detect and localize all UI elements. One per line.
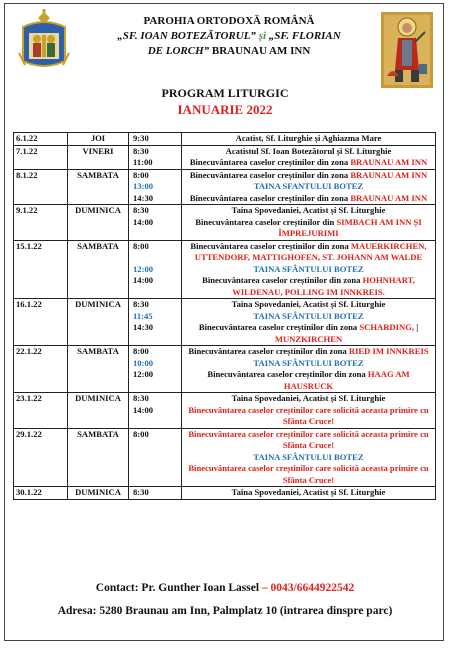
row-activities xyxy=(182,299,436,346)
activity-text: Binecuvântarea caselor creștinilor din zona xyxy=(207,369,368,379)
row-date: 9.1.22 xyxy=(14,205,68,241)
schedule-row xyxy=(14,169,436,205)
activity-line xyxy=(184,475,433,487)
activity-text: UTTENDORF, MATTIGHOFEN, ST. JOHANN AM WALDE xyxy=(194,252,423,262)
activity-text: MAUERKIRCHEN, xyxy=(350,240,427,251)
row-time: 14:00 xyxy=(133,275,154,285)
activity-text: RIED IM INNKREIS xyxy=(348,346,429,356)
row-times xyxy=(129,487,182,500)
row-time: 8:00 xyxy=(133,240,149,251)
activity-line xyxy=(184,311,433,323)
activity-line xyxy=(184,346,433,358)
activity-text: Acatist, Sf. Liturghie și Aghiazma Mare xyxy=(235,133,382,143)
activity-text: Acatistul Sf. Ioan Botezătorul și Sf. Liturghie xyxy=(225,145,392,156)
activity-text: Taina Spovedaniei, Acatist și Sf. Liturghie xyxy=(231,299,386,309)
row-times xyxy=(129,145,182,169)
patron-2: „SF. FLORIAN xyxy=(268,30,341,42)
row-day: DUMINICA xyxy=(68,299,129,346)
row-times xyxy=(129,428,182,487)
activity-text: TAINA SFÂNTULUI BOTEZ xyxy=(253,451,364,462)
activity-line xyxy=(184,181,433,193)
row-date: 22.1.22 xyxy=(14,346,68,393)
activity-line xyxy=(184,334,433,346)
activity-line xyxy=(184,241,433,253)
activity-line xyxy=(184,358,433,370)
contact-label: Contact: Pr. Gunther Ioan Lassel xyxy=(95,582,262,594)
row-date: 7.1.22 xyxy=(14,145,68,169)
row-activities xyxy=(182,240,436,299)
row-time: 8:30 xyxy=(133,205,149,215)
activity-text: | xyxy=(416,322,419,332)
activity-text: BRAUNAU AM INN xyxy=(350,157,428,167)
activity-text: Taina Spovedaniei, Acatist și Sf. Liturghie xyxy=(231,487,386,497)
schedule-row xyxy=(14,487,436,500)
row-day: SAMBATA xyxy=(68,169,129,205)
schedule-row xyxy=(14,240,436,299)
address-line: Adresa: 5280 Braunau am Inn, Palmplatz 10 (intrarea dinspre parc) xyxy=(57,605,393,617)
activity-text: Sfânta Cruce! xyxy=(282,440,335,450)
parish-patrons xyxy=(89,29,369,44)
activity-line xyxy=(184,133,433,145)
activity-line xyxy=(184,287,433,299)
activity-text: HAAG AM xyxy=(367,369,410,379)
activity-text: TAINA SFÂNTULUI BOTEZ xyxy=(253,310,364,321)
activity-text: Binecuvântarea caselor creștinilor din zona xyxy=(189,169,351,180)
activity-text: Binecuvântarea caselor creștinilor din zona xyxy=(190,240,351,251)
row-times xyxy=(129,393,182,429)
parish-header xyxy=(89,14,369,59)
month-title: IANUARIE 2022 xyxy=(177,102,273,117)
row-times xyxy=(129,346,182,393)
activity-text: Taina Spovedaniei, Acatist și Sf. Liturghie xyxy=(231,393,386,403)
contact-phone: – 0043/6644922542 xyxy=(261,582,355,594)
activity-line xyxy=(184,252,433,264)
row-time: 14:00 xyxy=(133,216,154,227)
row-day: SAMBATA xyxy=(68,346,129,393)
activity-line xyxy=(184,205,433,217)
activity-line xyxy=(184,440,433,452)
activity-line xyxy=(184,463,433,475)
row-time: 14:00 xyxy=(133,404,154,415)
parish-location xyxy=(89,44,369,59)
activity-text: Binecuvântarea caselor creștinilor care solicită aceasta primire cu xyxy=(188,428,429,439)
activity-text: HAUSRUCK xyxy=(283,380,334,391)
row-time: 13:00 xyxy=(133,181,154,191)
parish-city: BRAUNAU AM INN xyxy=(209,45,311,57)
row-activities xyxy=(182,133,436,146)
church-emblem-icon xyxy=(13,9,75,71)
row-time: 8:30 xyxy=(133,299,149,309)
schedule-row xyxy=(14,299,436,346)
row-time: 11:00 xyxy=(133,157,153,167)
activity-line xyxy=(184,452,433,464)
schedule-row xyxy=(14,393,436,429)
activity-line xyxy=(184,429,433,441)
activity-text: SCHARDING, xyxy=(359,322,417,332)
row-time: 14:30 xyxy=(133,322,154,332)
row-date: 30.1.22 xyxy=(14,487,68,500)
row-time: 8:00 xyxy=(133,428,149,439)
activity-text: ÎMPREJURIMI xyxy=(278,228,339,238)
program-title: PROGRAM LITURGIC xyxy=(161,86,289,100)
row-activities xyxy=(182,393,436,429)
activity-line xyxy=(184,217,433,229)
activity-text: Binecuvântarea caselor creștinilor din xyxy=(195,216,337,227)
activity-line xyxy=(184,393,433,405)
activity-text: TAINA SFÂNTULUI BOTEZ xyxy=(253,357,364,368)
activity-text: BRAUNAU AM INN xyxy=(350,169,428,180)
activity-text: Binecuvântarea caselor creștinilor care solicită aceasta primire cu xyxy=(188,404,429,415)
activity-line xyxy=(184,299,433,311)
parish-name: PAROHIA ORTODOXĂ ROMÂNĂ xyxy=(143,15,315,27)
row-activities xyxy=(182,487,436,500)
row-time: 12:00 xyxy=(133,263,154,274)
activity-text: Sfânta Cruce! xyxy=(282,416,335,426)
activity-text: TAINA SFÂNTULUI BOTEZ xyxy=(253,263,364,274)
activity-line xyxy=(184,193,433,205)
row-time: 11:45 xyxy=(133,310,153,321)
activity-line xyxy=(184,157,433,169)
activity-line xyxy=(184,264,433,276)
row-time: 9:30 xyxy=(133,133,149,143)
activity-text: Binecuvântarea caselor creștinilor din zona xyxy=(189,157,351,167)
row-date: 8.1.22 xyxy=(14,169,68,205)
document-page xyxy=(4,3,444,641)
activity-text: Binecuvântarea caselor creștinilor care solicită aceasta primire cu xyxy=(188,463,429,473)
row-activities xyxy=(182,169,436,205)
activity-line xyxy=(184,416,433,428)
activity-text: HOHNHART, xyxy=(362,275,415,285)
row-date: 6.1.22 xyxy=(14,133,68,146)
row-times xyxy=(129,240,182,299)
row-time: 14:30 xyxy=(133,192,154,203)
row-activities xyxy=(182,205,436,241)
row-day: JOI xyxy=(68,133,129,146)
row-activities xyxy=(182,428,436,487)
activity-line xyxy=(184,322,433,334)
activity-line xyxy=(184,487,433,499)
row-day: SAMBATA xyxy=(68,240,129,299)
activity-text: TAINA SFANTULUI BOTEZ xyxy=(253,181,364,191)
schedule-body xyxy=(14,133,436,500)
activity-text: WILDENAU, POLLING IM INNKREIS. xyxy=(232,286,385,297)
activity-text: Binecuvântarea caselor creștinilor din zona xyxy=(188,346,349,356)
row-time: 8:30 xyxy=(133,145,149,156)
patron-1: „SF. IOAN BOTEZĂTORUL” xyxy=(117,30,259,42)
row-time: 8:30 xyxy=(133,487,149,497)
row-times xyxy=(129,299,182,346)
row-day: DUMINICA xyxy=(68,487,129,500)
schedule-row xyxy=(14,133,436,146)
row-day: VINERI xyxy=(68,145,129,169)
activity-text: SIMBACH AM INN ȘI xyxy=(336,216,422,227)
activity-line xyxy=(184,146,433,158)
row-date: 16.1.22 xyxy=(14,299,68,346)
activity-text: Binecuvântarea caselor creștinilor din zona xyxy=(189,192,351,203)
row-time: 8:30 xyxy=(133,393,149,403)
activity-text: Binecuvântarea caselor creștinilor din zona xyxy=(202,275,363,285)
activity-line xyxy=(184,369,433,381)
patron-conjunction: și xyxy=(258,30,269,42)
activity-text: MUNZKIRCHEN xyxy=(274,333,343,344)
activity-line xyxy=(184,275,433,287)
row-time xyxy=(133,252,179,264)
activity-text: Sfânta Cruce! xyxy=(282,474,335,485)
activity-text: Taina Spovedaniei, Acatist și Sf. Liturghie xyxy=(231,205,386,215)
row-date: 15.1.22 xyxy=(14,240,68,299)
row-time: 10:00 xyxy=(133,357,154,368)
schedule-table xyxy=(13,132,436,500)
row-activities xyxy=(182,145,436,169)
row-day: DUMINICA xyxy=(68,205,129,241)
activity-line xyxy=(184,381,433,393)
contact-line xyxy=(5,582,445,594)
saint-icon xyxy=(381,12,433,88)
activity-text: BRAUNAU AM INN xyxy=(350,192,428,203)
activity-line xyxy=(184,405,433,417)
activity-text: Binecuvântarea caselor creștinilor din zona xyxy=(198,322,360,332)
row-date: 29.1.22 xyxy=(14,428,68,487)
schedule-row xyxy=(14,346,436,393)
row-date: 23.1.22 xyxy=(14,393,68,429)
row-day: DUMINICA xyxy=(68,393,129,429)
activity-line xyxy=(184,228,433,240)
patron-2-cont: DE LORCH” xyxy=(147,45,210,57)
row-times xyxy=(129,133,182,146)
row-times xyxy=(129,205,182,241)
row-times xyxy=(129,169,182,205)
schedule-row xyxy=(14,428,436,487)
schedule-row xyxy=(14,205,436,241)
row-time: 12:00 xyxy=(133,369,154,379)
row-activities xyxy=(182,346,436,393)
row-day: SAMBATA xyxy=(68,428,129,487)
activity-line xyxy=(184,170,433,182)
row-time: 8:00 xyxy=(133,169,149,180)
schedule-row xyxy=(14,145,436,169)
row-time: 8:00 xyxy=(133,346,149,356)
